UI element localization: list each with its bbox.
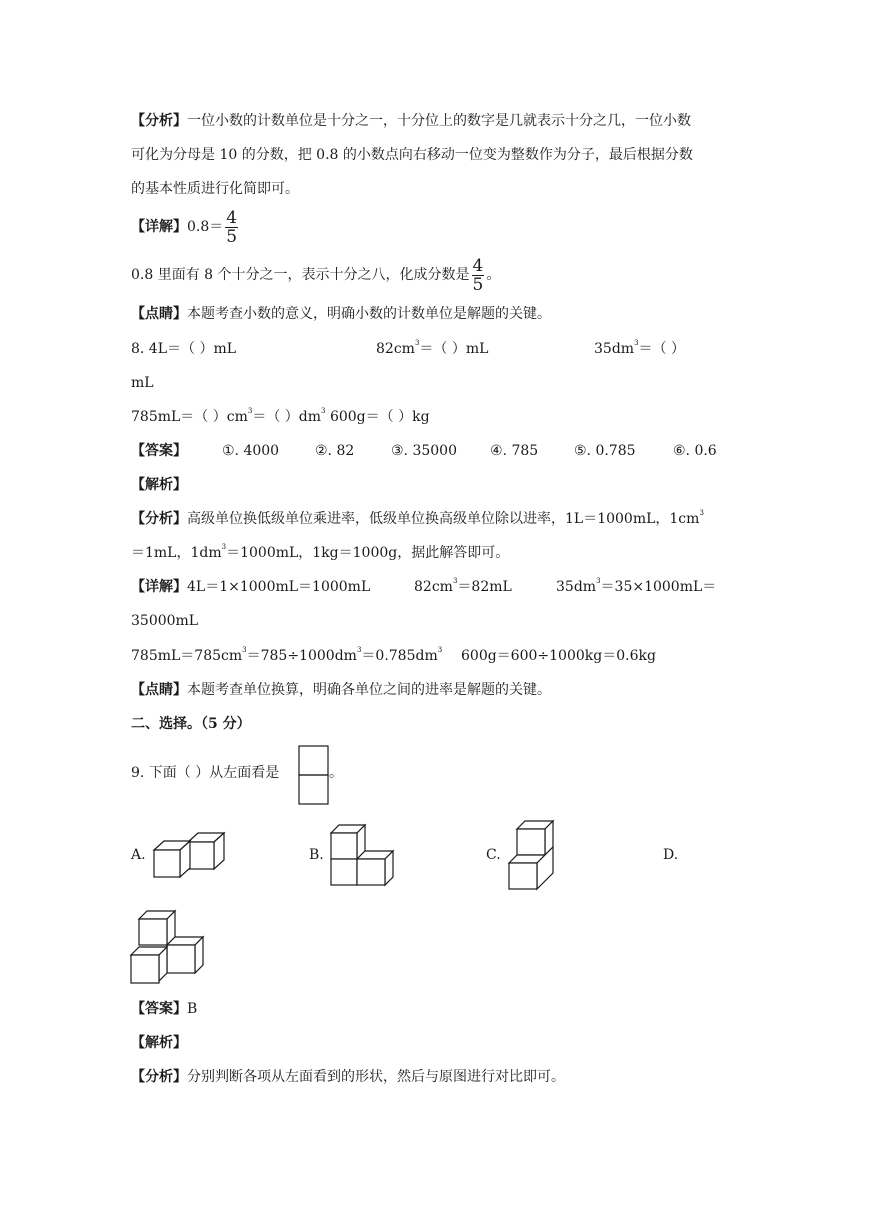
text: ＝（ ）mL	[419, 341, 489, 357]
text: 35dm	[556, 579, 597, 595]
text: ＝785÷1000dm	[246, 648, 357, 664]
text: ＝0.785dm	[361, 648, 438, 664]
q7-analysis-line-1	[131, 111, 691, 131]
q8-answer-3: ③. 35000	[391, 443, 457, 459]
option-c-cubes	[507, 819, 557, 893]
option-a-cubes	[152, 830, 228, 880]
q9-jiexi-line	[131, 1033, 187, 1053]
option-d-cubes	[129, 909, 205, 985]
comment-text: 本题考查单位换算，明确各单位之间的进率是解题的关键。	[187, 682, 551, 698]
text: ＝35×1000mL＝	[600, 579, 717, 595]
q9-answer-line	[131, 999, 197, 1019]
comment-tag: 【点睛】	[131, 306, 187, 322]
analysis-tag: 【分析】	[131, 511, 187, 527]
analysis-tag: 【分析】	[131, 1069, 187, 1085]
q8-answer-2: ②. 82	[315, 443, 355, 459]
text: 35dm	[594, 341, 635, 357]
option-b-cubes	[329, 823, 397, 887]
q8-analysis-line-1	[131, 509, 704, 529]
q8-detail-2	[414, 577, 512, 597]
fraction-numerator: 4	[226, 207, 238, 228]
q8-answer-4: ④. 785	[490, 443, 539, 459]
q7-analysis-line-2	[131, 145, 693, 165]
fraction	[225, 209, 238, 246]
option-a-label: A.	[131, 847, 146, 863]
superscript: 3	[634, 339, 639, 347]
comment-text: 本题考查小数的意义，明确小数的计数单位是解题的关键。	[187, 306, 551, 322]
comment-tag: 【点睛】	[131, 682, 187, 698]
q7-detail-line	[131, 207, 240, 247]
answer-tag: 【答案】	[131, 443, 187, 459]
superscript: 3	[437, 646, 443, 654]
text: ＝（ ）dm	[252, 409, 322, 425]
superscript: 3	[356, 646, 362, 654]
text: ＝（ ）	[638, 341, 685, 357]
detail-text: 4L＝1×1000mL＝1000mL	[187, 579, 371, 595]
stem-text: 9. 下面（ ）从左面看是	[131, 765, 280, 781]
text: ＝82mL	[457, 579, 512, 595]
q7-comment-line	[131, 304, 551, 324]
square-bottom	[299, 775, 328, 804]
q8-detail-5: 600g＝600÷1000kg＝0.6kg	[461, 648, 656, 664]
superscript: 3	[247, 407, 253, 415]
q8-answer-6: ⑥. 0.6	[673, 443, 717, 459]
detail-tag: 【详解】	[131, 219, 187, 235]
analysis-text: 可化为分母是 10 的分数，把 0.8 的小数点向右移动一位变为整数作为分子，最后根据分数	[131, 147, 693, 163]
analysis-text: 的基本性质进行化简即可。	[131, 181, 299, 197]
q8-answer-1: ①. 4000	[222, 443, 280, 459]
q9-analysis-line	[131, 1067, 565, 1087]
option-b-label: B.	[309, 847, 324, 863]
text: 82cm	[376, 341, 415, 357]
analysis-text: 分别判断各项从左面看到的形状，然后与原图进行对比即可。	[187, 1069, 565, 1085]
q8-detail-4	[131, 646, 442, 666]
q8-comment-line	[131, 680, 551, 700]
q8-part-3	[594, 339, 685, 359]
option-d-label: D.	[663, 847, 679, 863]
q8-answer-5: ⑤. 0.785	[574, 443, 636, 459]
superscript: 3	[242, 646, 247, 654]
analysis-tag: 【分析】	[131, 113, 187, 129]
text: 785mL＝785cm	[131, 648, 243, 664]
q9-stem-end: 。	[329, 765, 343, 781]
fraction-denominator: 5	[472, 274, 484, 295]
fraction-denominator: 5	[226, 226, 238, 247]
fraction-numerator: 4	[472, 255, 484, 276]
answer-tag: 【答案】	[131, 1001, 187, 1017]
jiexi-tag: 【解析】	[131, 1035, 187, 1051]
line-end: 。	[486, 267, 501, 283]
superscript: 3	[321, 407, 326, 415]
side-view-figure	[298, 745, 330, 805]
q8-detail-3	[556, 577, 716, 597]
text: 785mL＝（ ）cm	[131, 409, 248, 425]
section-title: 二、选择。（5 分）	[131, 716, 251, 732]
option-c-label: C.	[486, 847, 501, 863]
q8-part-1: 8. 4L＝（ ）mL	[131, 341, 237, 357]
superscript: 3	[596, 577, 601, 585]
q8-detail-line-1	[131, 577, 370, 597]
q8-line-2	[131, 407, 430, 427]
q9-stem	[131, 763, 279, 783]
q7-fraction-line	[131, 255, 500, 295]
q8-jiexi-line	[131, 475, 187, 495]
q8-detail-3-cont: 35000mL	[131, 613, 199, 629]
fraction	[472, 257, 485, 294]
text: 600g＝（ ）kg	[325, 409, 430, 425]
detail-tag: 【详解】	[131, 579, 187, 595]
square-top	[299, 746, 328, 775]
detail-text: 0.8＝	[187, 219, 224, 235]
superscript: 3	[452, 577, 458, 585]
analysis-text: ＝1000mL，1kg＝1000g，据此解答即可。	[226, 545, 510, 561]
line-text: 0.8 里面有 8 个十分之一，表示十分之八，化成分数是	[131, 267, 470, 283]
analysis-text: 一位小数的计数单位是十分之一，十分位上的数字是几就表示十分之几，一位小数	[187, 113, 691, 129]
analysis-text: ＝1mL，1dm	[131, 545, 222, 561]
superscript: 3	[699, 509, 704, 517]
q8-analysis-line-2	[131, 543, 509, 563]
q7-analysis-line-3	[131, 179, 299, 199]
analysis-text: 高级单位换低级单位乘进率，低级单位换高级单位除以进率，1L＝1000mL，1cm	[187, 511, 700, 527]
q8-part-3-unit: mL	[131, 375, 154, 391]
jiexi-tag: 【解析】	[131, 477, 187, 493]
q8-part-2	[376, 339, 488, 359]
answer-value: B	[187, 1001, 198, 1017]
text: 82cm	[414, 579, 453, 595]
q8-answer-line	[131, 441, 187, 461]
superscript: 3	[414, 339, 420, 347]
superscript: 3	[221, 543, 227, 551]
